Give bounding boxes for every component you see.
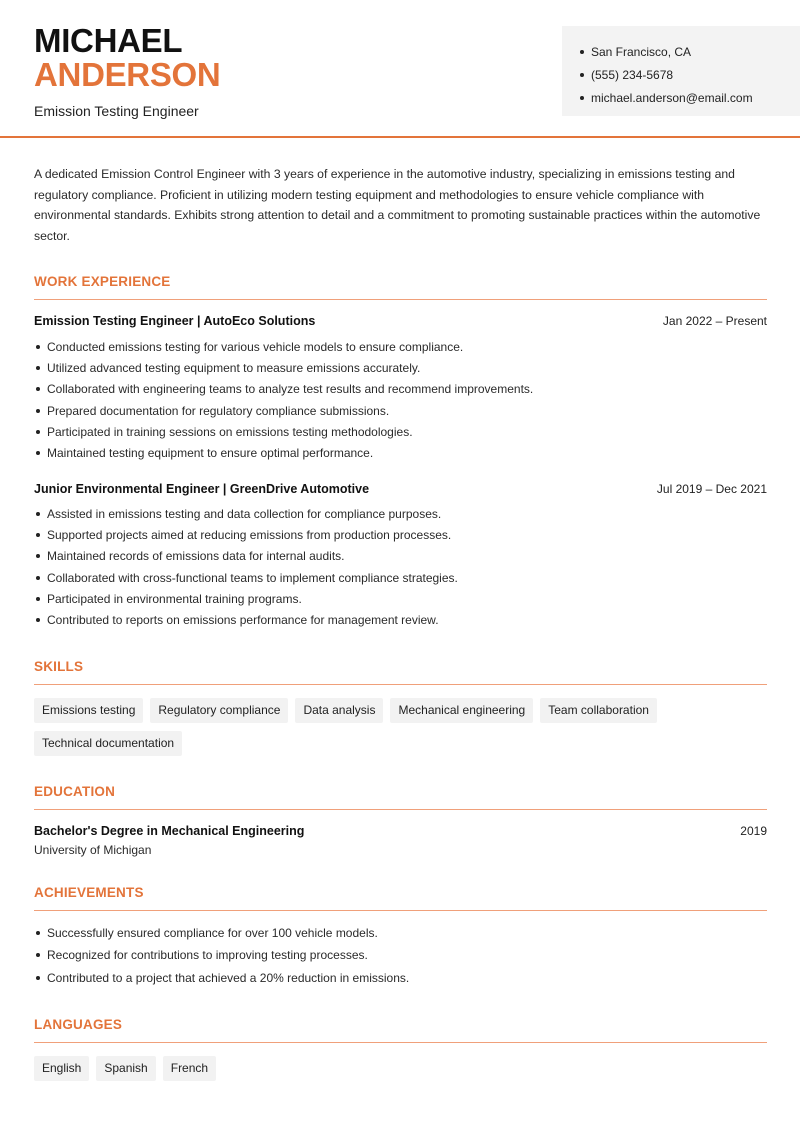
achievements-list: [34, 922, 767, 990]
achievement-text: Contributed to a project that achieved a 20% reduction in emissions.: [47, 970, 410, 985]
bullet-icon: [580, 96, 584, 100]
summary: A dedicated Emission Control Engineer with 3 years of experience in the automotive industry, specializing in emissions testing and regulatory compliance. Proficient in utilizing modern testing equipment and methodologies to ensure vehicle compliance with environmental standards. Exhibits strong attention to detail and a commitment to promoting sustainable practices within the automotive sector.: [34, 167, 761, 243]
first-name: MICHAEL: [34, 22, 183, 59]
bullet-text: Participated in training sessions on emissions testing methodologies.: [47, 424, 413, 439]
skill-chip: Mechanical engineering: [390, 698, 533, 723]
bullet-icon: [36, 931, 40, 935]
bullet-text: Maintained records of emissions data for internal audits.: [47, 549, 345, 564]
bullet-icon: [580, 73, 584, 77]
education-school: University of Michigan: [34, 842, 152, 857]
skill-chip: Technical documentation: [34, 731, 182, 756]
section-title-achievements: ACHIEVEMENTS: [34, 885, 767, 911]
job-role: Junior Environmental Engineer | GreenDrive Automotive: [34, 481, 370, 496]
bullet-text: Conducted emissions testing for various vehicle models to ensure compliance.: [47, 339, 464, 354]
list-item: [34, 442, 767, 463]
bullet-text: Utilized advanced testing equipment to measure emissions accurately.: [47, 361, 421, 376]
job-head: [34, 482, 767, 496]
list-item: [34, 400, 767, 421]
location-text: San Francisco, CA: [591, 44, 692, 59]
job-title: Emission Testing Engineer: [34, 103, 199, 119]
languages-section: [34, 1017, 767, 1081]
last-name: ANDERSON: [34, 56, 221, 93]
list-item: [34, 944, 767, 967]
achievement-text: Successfully ensured compliance for over 100 vehicle models.: [47, 925, 378, 940]
skills-section: [34, 659, 767, 756]
job-bullets: [34, 336, 767, 463]
phone-text: (555) 234-5678: [591, 67, 674, 82]
bullet-icon: [36, 451, 40, 455]
job-role: Emission Testing Engineer | AutoEco Solutions: [34, 314, 316, 329]
bullet-icon: [36, 366, 40, 370]
achievements-section: [34, 885, 767, 990]
skill-chip: Emissions testing: [34, 698, 143, 723]
bullet-text: Collaborated with cross-functional teams to implement compliance strategies.: [47, 570, 458, 585]
language-chip: Spanish: [96, 1056, 155, 1081]
email-text: michael.anderson@email.com: [591, 90, 753, 105]
list-item: [34, 609, 767, 630]
language-chip: French: [163, 1056, 216, 1081]
job-dates: Jan 2022 – Present: [662, 314, 767, 329]
bullet-icon: [36, 976, 40, 980]
section-title-languages: LANGUAGES: [34, 1017, 767, 1043]
bullet-icon: [36, 409, 40, 413]
education-section: [34, 784, 767, 857]
section-title-work: WORK EXPERIENCE: [34, 274, 767, 300]
contact-location: [580, 40, 800, 63]
bullet-icon: [36, 345, 40, 349]
bullet-text: Assisted in emissions testing and data collection for compliance purposes.: [47, 507, 442, 522]
skill-chip: Data analysis: [295, 698, 383, 723]
bullet-text: Maintained testing equipment to ensure optimal performance.: [47, 445, 374, 460]
bullet-icon: [36, 953, 40, 957]
list-item: [34, 504, 767, 525]
bullet-text: Supported projects aimed at reducing emissions from production processes.: [47, 528, 452, 543]
list-item: [34, 567, 767, 588]
job-bullets: [34, 504, 767, 631]
bullet-icon: [580, 50, 584, 54]
education-details: [34, 824, 304, 857]
bullet-icon: [36, 430, 40, 434]
list-item: [34, 336, 767, 357]
bullet-icon: [36, 387, 40, 391]
bullet-icon: [36, 576, 40, 580]
bullet-icon: [36, 597, 40, 601]
list-item: [34, 922, 767, 945]
bullet-icon: [36, 554, 40, 558]
resume-content: [34, 164, 767, 1081]
skill-chip: Regulatory compliance: [150, 698, 288, 723]
job-entry: [34, 314, 767, 463]
education-year: 2019: [740, 823, 767, 838]
education-degree: Bachelor's Degree in Mechanical Engineering: [34, 823, 305, 838]
language-chip: English: [34, 1056, 89, 1081]
section-title-skills: SKILLS: [34, 659, 767, 685]
list-item: [34, 379, 767, 400]
bullet-text: Contributed to reports on emissions performance for management review.: [47, 613, 439, 628]
job-head: [34, 314, 767, 328]
contact-box: [562, 26, 800, 116]
bullet-text: Collaborated with engineering teams to analyze test results and recommend improvements.: [47, 382, 534, 397]
work-experience-section: [34, 274, 767, 630]
achievement-text: Recognized for contributions to improving testing processes.: [47, 948, 368, 963]
bullet-text: Prepared documentation for regulatory compliance submissions.: [47, 403, 390, 418]
section-title-education: EDUCATION: [34, 784, 767, 810]
skills-list: [34, 698, 767, 756]
name-block: [34, 24, 220, 119]
job-dates: Jul 2019 – Dec 2021: [656, 481, 767, 496]
list-item: [34, 525, 767, 546]
list-item: [34, 358, 767, 379]
education-entry: [34, 824, 767, 857]
bullet-icon: [36, 512, 40, 516]
list-item: [34, 588, 767, 609]
list-item: [34, 546, 767, 567]
bullet-icon: [36, 533, 40, 537]
skill-chip: Team collaboration: [540, 698, 657, 723]
bullet-text: Participated in environmental training programs.: [47, 591, 302, 606]
list-item: [34, 421, 767, 442]
list-item: [34, 967, 767, 990]
contact-phone: [580, 63, 800, 86]
resume-header: [0, 0, 800, 138]
languages-list: [34, 1056, 767, 1081]
bullet-icon: [36, 618, 40, 622]
job-entry: [34, 482, 767, 631]
contact-email: [580, 86, 800, 109]
